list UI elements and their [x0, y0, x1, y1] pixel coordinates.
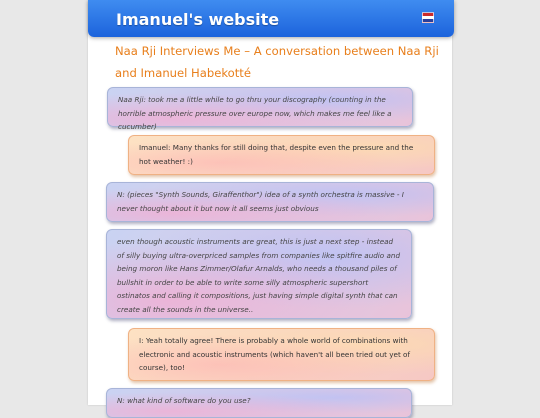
message-naa-rji-3: even though acoustic instruments are great, this is just a next step - instead of silly buying ultra-overpriced samples from companies like spitfire audio and being moron like Hans Zimmer/Olafur Arnalds, who needs a thousand piles of bullshit in order to be able to write some silly atmospheric supershort ostinatos and calling it compositions, just having simple digital synth that can create all the sounds in the universe..	[106, 229, 412, 319]
message-naa-rji-2: N: (pieces "Synth Sounds, Giraffenthor") idea of a synth orchestra is massive - I never thought about it but now it all seems just obvious	[106, 182, 434, 222]
site-header	[88, 0, 454, 37]
post-title: Naa Rji Interviews Me – A conversation between Naa Rji and Imanuel Habekotté	[115, 44, 439, 80]
dutch-flag-icon[interactable]	[422, 12, 434, 23]
message-imanuel-2: I: Yeah totally agree! There is probably a whole world of combinations with electronic and acoustic instruments (which haven't all been tried out yet of course), too!	[128, 328, 435, 381]
message-naa-rji-4: N: what kind of software do you use?	[106, 388, 412, 418]
message-naa-rji-1: Naa Rji: took me a little while to go thru your discography (counting in the horrible atmospheric pressure over europe now, which makes me feel like a cucumber)	[107, 87, 413, 127]
site-title-link[interactable]: Imanuel's website	[116, 10, 280, 29]
message-imanuel-1: Imanuel: Many thanks for still doing that, despite even the pressure and the hot weather! :)	[128, 135, 435, 175]
